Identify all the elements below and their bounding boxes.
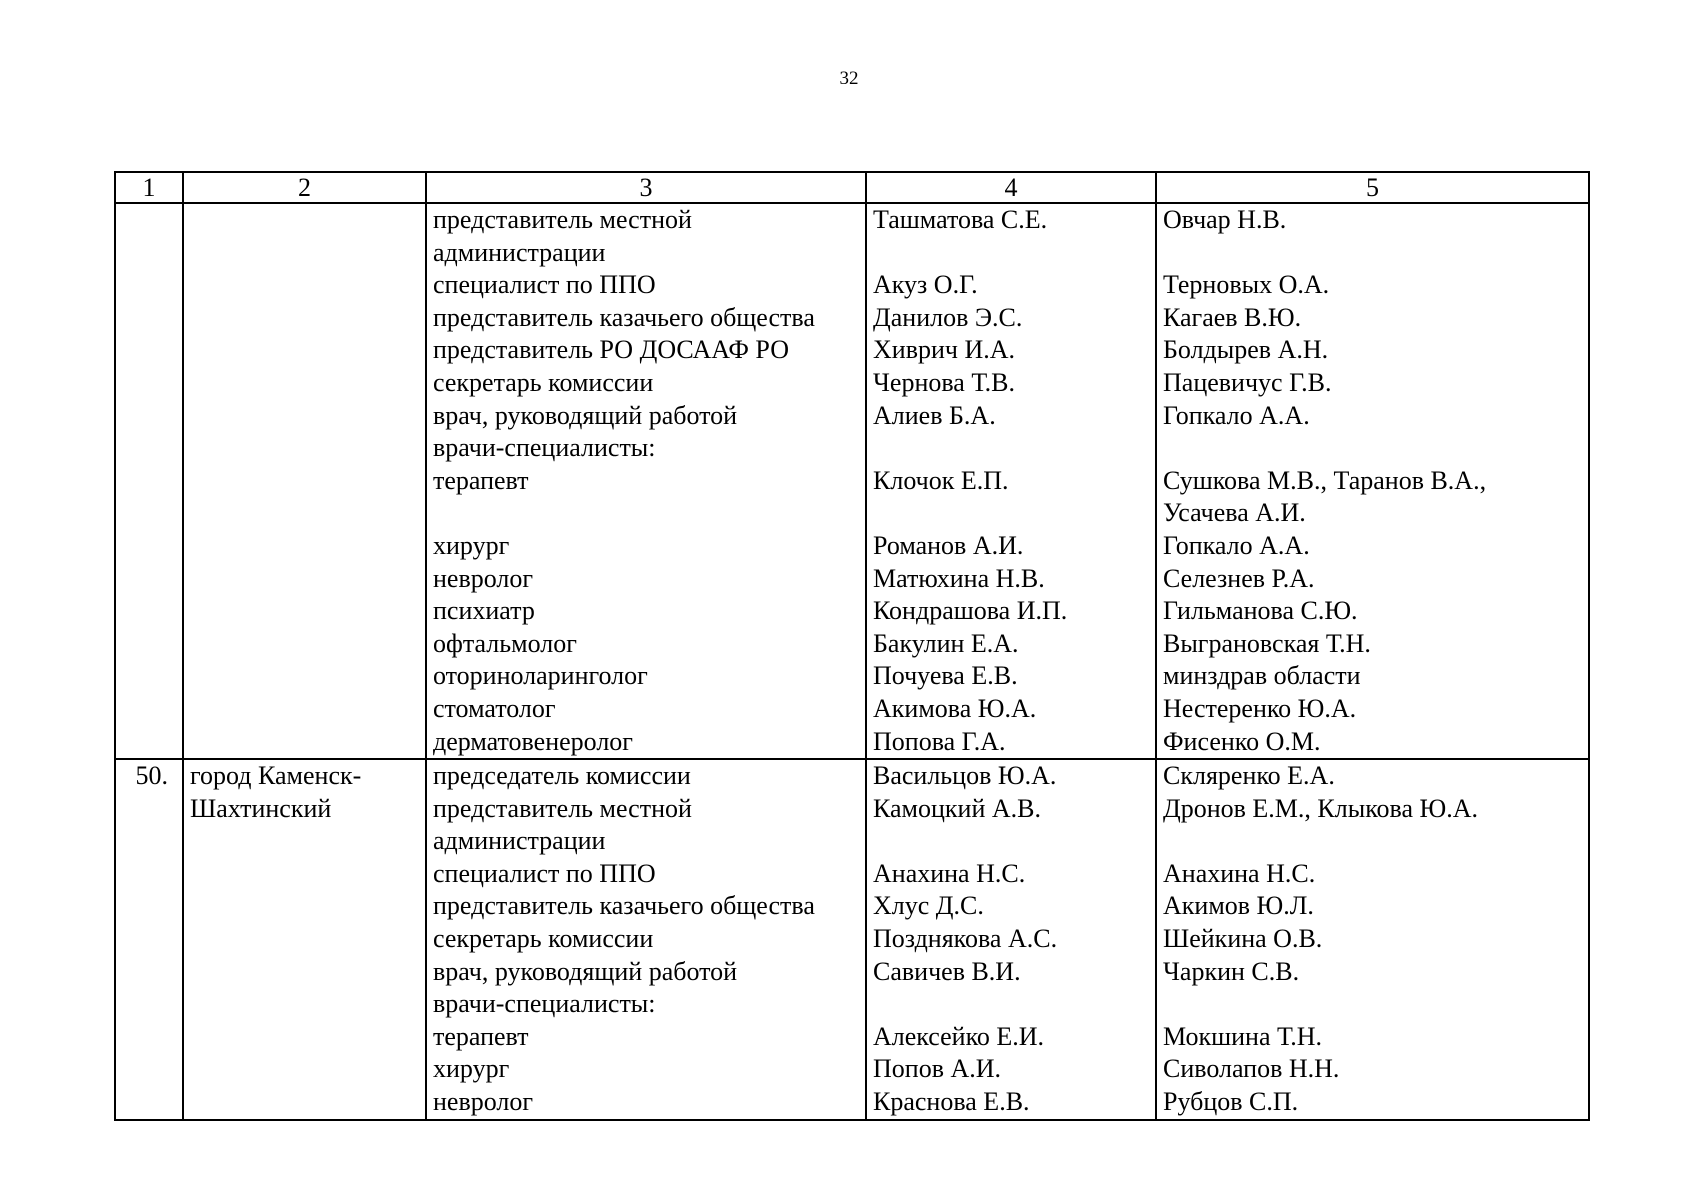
- reserve-member-line: Акимов Ю.Л.: [1163, 891, 1314, 921]
- role-line: хирург: [433, 530, 510, 560]
- header-col-2: 2: [183, 172, 426, 203]
- row-number: [115, 203, 183, 759]
- main-member-line: Хиврич И.А.: [873, 335, 1016, 365]
- reserve-member-line: Мокшина Т.Н.: [1163, 1021, 1323, 1051]
- role-line: врач, руководящий работой: [433, 400, 738, 430]
- role-line: председатель комиссии: [433, 761, 691, 791]
- reserve-member-line: Сушкова М.В., Таранов В.А.,: [1163, 465, 1487, 495]
- reserve-member-line: Усачева А.И.: [1163, 498, 1306, 528]
- role-line: дерматовенеролог: [433, 726, 633, 756]
- reserve-member-line: Терновых О.А.: [1163, 270, 1330, 300]
- table-header: [115, 172, 1589, 203]
- header-row: [115, 172, 1589, 203]
- reserve-member-cell: [1156, 203, 1589, 759]
- reserve-member-line: Выграновская Т.Н.: [1163, 628, 1371, 658]
- reserve-member-line: Сиволапов Н.Н.: [1163, 1054, 1340, 1084]
- municipality-cell: [183, 759, 426, 1120]
- reserve-member-line: Болдырев А.Н.: [1163, 335, 1329, 365]
- table-row: [115, 759, 1589, 1120]
- role-line: врачи-специалисты:: [433, 989, 656, 1019]
- row-number: 50.: [115, 759, 183, 1120]
- main-member-line: Акуз О.Г.: [873, 270, 978, 300]
- role-line: [433, 497, 865, 530]
- main-member-line: [873, 237, 1155, 270]
- reserve-member-line: [1163, 432, 1588, 465]
- main-member-line: Камоцкий А.В.: [873, 793, 1041, 823]
- table-row: [115, 203, 1589, 759]
- reserve-member-line: Гопкало А.А.: [1163, 400, 1310, 430]
- role-line: секретарь комиссии: [433, 924, 654, 954]
- commission-table: [114, 171, 1590, 1121]
- role-line: стоматолог: [433, 693, 556, 723]
- main-member-line: Романов А.И.: [873, 530, 1024, 560]
- role-line: невролог: [433, 1087, 534, 1117]
- municipality-line: город Каменск-: [190, 761, 362, 791]
- reserve-member-line: Рубцов С.П.: [1163, 1087, 1299, 1117]
- main-member-line: Попова Г.А.: [873, 726, 1006, 756]
- header-col-4: 4: [866, 172, 1156, 203]
- role-cell: [426, 203, 866, 759]
- reserve-member-line: Нестеренко Ю.А.: [1163, 693, 1357, 723]
- main-member-line: [873, 497, 1155, 530]
- reserve-member-line: Скляренко Е.А.: [1163, 761, 1335, 791]
- role-line: представитель местной: [433, 205, 692, 234]
- reserve-member-line: Пацевичус Г.В.: [1163, 367, 1332, 397]
- reserve-member-line: Анахина Н.С.: [1163, 858, 1316, 888]
- municipality-line: Шахтинский: [190, 793, 332, 823]
- role-line: администрации: [433, 237, 606, 267]
- reserve-member-line: Чаркин С.В.: [1163, 956, 1300, 986]
- role-line: невролог: [433, 563, 534, 593]
- main-member-line: [873, 988, 1155, 1021]
- header-col-1: 1: [115, 172, 183, 203]
- table-body: [115, 203, 1589, 1120]
- header-col-3: 3: [426, 172, 866, 203]
- role-line: специалист по ППО: [433, 858, 656, 888]
- role-line: психиатр: [433, 596, 535, 626]
- main-member-line: Клочок Е.П.: [873, 465, 1009, 495]
- main-member-line: Анахина Н.С.: [873, 858, 1026, 888]
- municipality-cell: [183, 203, 426, 759]
- role-line: представитель казачьего общества: [433, 302, 815, 332]
- main-member-line: Почуева Е.В.: [873, 661, 1018, 691]
- main-member-line: Чернова Т.В.: [873, 367, 1015, 397]
- main-member-line: Ташматова С.Е.: [873, 205, 1048, 234]
- main-member-line: Васильцов Ю.А.: [873, 761, 1057, 791]
- page-number: 32: [839, 68, 859, 89]
- main-member-line: Матюхина Н.В.: [873, 563, 1045, 593]
- reserve-member-line: [1163, 988, 1588, 1021]
- role-cell: [426, 759, 866, 1120]
- main-member-line: Алиев Б.А.: [873, 400, 996, 430]
- role-line: представитель казачьего общества: [433, 891, 815, 921]
- role-line: оториноларинголог: [433, 661, 648, 691]
- role-line: офтальмолог: [433, 628, 577, 658]
- role-line: представитель местной: [433, 793, 692, 823]
- reserve-member-line: Гопкало А.А.: [1163, 530, 1310, 560]
- role-line: представитель РО ДОСААФ РО: [433, 335, 789, 365]
- reserve-member-line: Овчар Н.В.: [1163, 205, 1287, 234]
- role-line: специалист по ППО: [433, 270, 656, 300]
- reserve-member-line: [1163, 237, 1588, 270]
- reserve-member-line: Дронов Е.М., Клыкова Ю.А.: [1163, 793, 1478, 823]
- role-line: врачи-специалисты:: [433, 433, 656, 463]
- main-member-line: Кондрашова И.П.: [873, 596, 1068, 626]
- main-member-cell: [866, 203, 1156, 759]
- main-member-line: Савичев В.И.: [873, 956, 1021, 986]
- reserve-member-line: Селезнев Р.А.: [1163, 563, 1315, 593]
- reserve-member-cell: [1156, 759, 1589, 1120]
- main-member-line: Акимова Ю.А.: [873, 693, 1037, 723]
- reserve-member-line: [1163, 825, 1588, 858]
- reserve-member-line: минздрав области: [1163, 661, 1361, 691]
- role-line: терапевт: [433, 1021, 529, 1051]
- role-line: врач, руководящий работой: [433, 956, 738, 986]
- reserve-member-line: Шейкина О.В.: [1163, 924, 1323, 954]
- main-member-line: Данилов Э.С.: [873, 302, 1023, 332]
- main-member-cell: [866, 759, 1156, 1120]
- header-col-5: 5: [1156, 172, 1589, 203]
- main-member-line: Хлус Д.С.: [873, 891, 984, 921]
- role-line: хирург: [433, 1054, 510, 1084]
- main-member-line: [873, 825, 1155, 858]
- role-line: секретарь комиссии: [433, 367, 654, 397]
- reserve-member-line: Фисенко О.М.: [1163, 726, 1321, 756]
- role-line: администрации: [433, 826, 606, 856]
- main-member-line: Краснова Е.В.: [873, 1087, 1030, 1117]
- reserve-member-line: Кагаев В.Ю.: [1163, 302, 1302, 332]
- reserve-member-line: Гильманова С.Ю.: [1163, 596, 1358, 626]
- main-member-line: [873, 432, 1155, 465]
- main-member-line: Алексейко Е.И.: [873, 1021, 1045, 1051]
- role-line: терапевт: [433, 465, 529, 495]
- main-member-line: Попов А.И.: [873, 1054, 1002, 1084]
- main-member-line: Позднякова А.С.: [873, 924, 1058, 954]
- main-member-line: Бакулин Е.А.: [873, 628, 1019, 658]
